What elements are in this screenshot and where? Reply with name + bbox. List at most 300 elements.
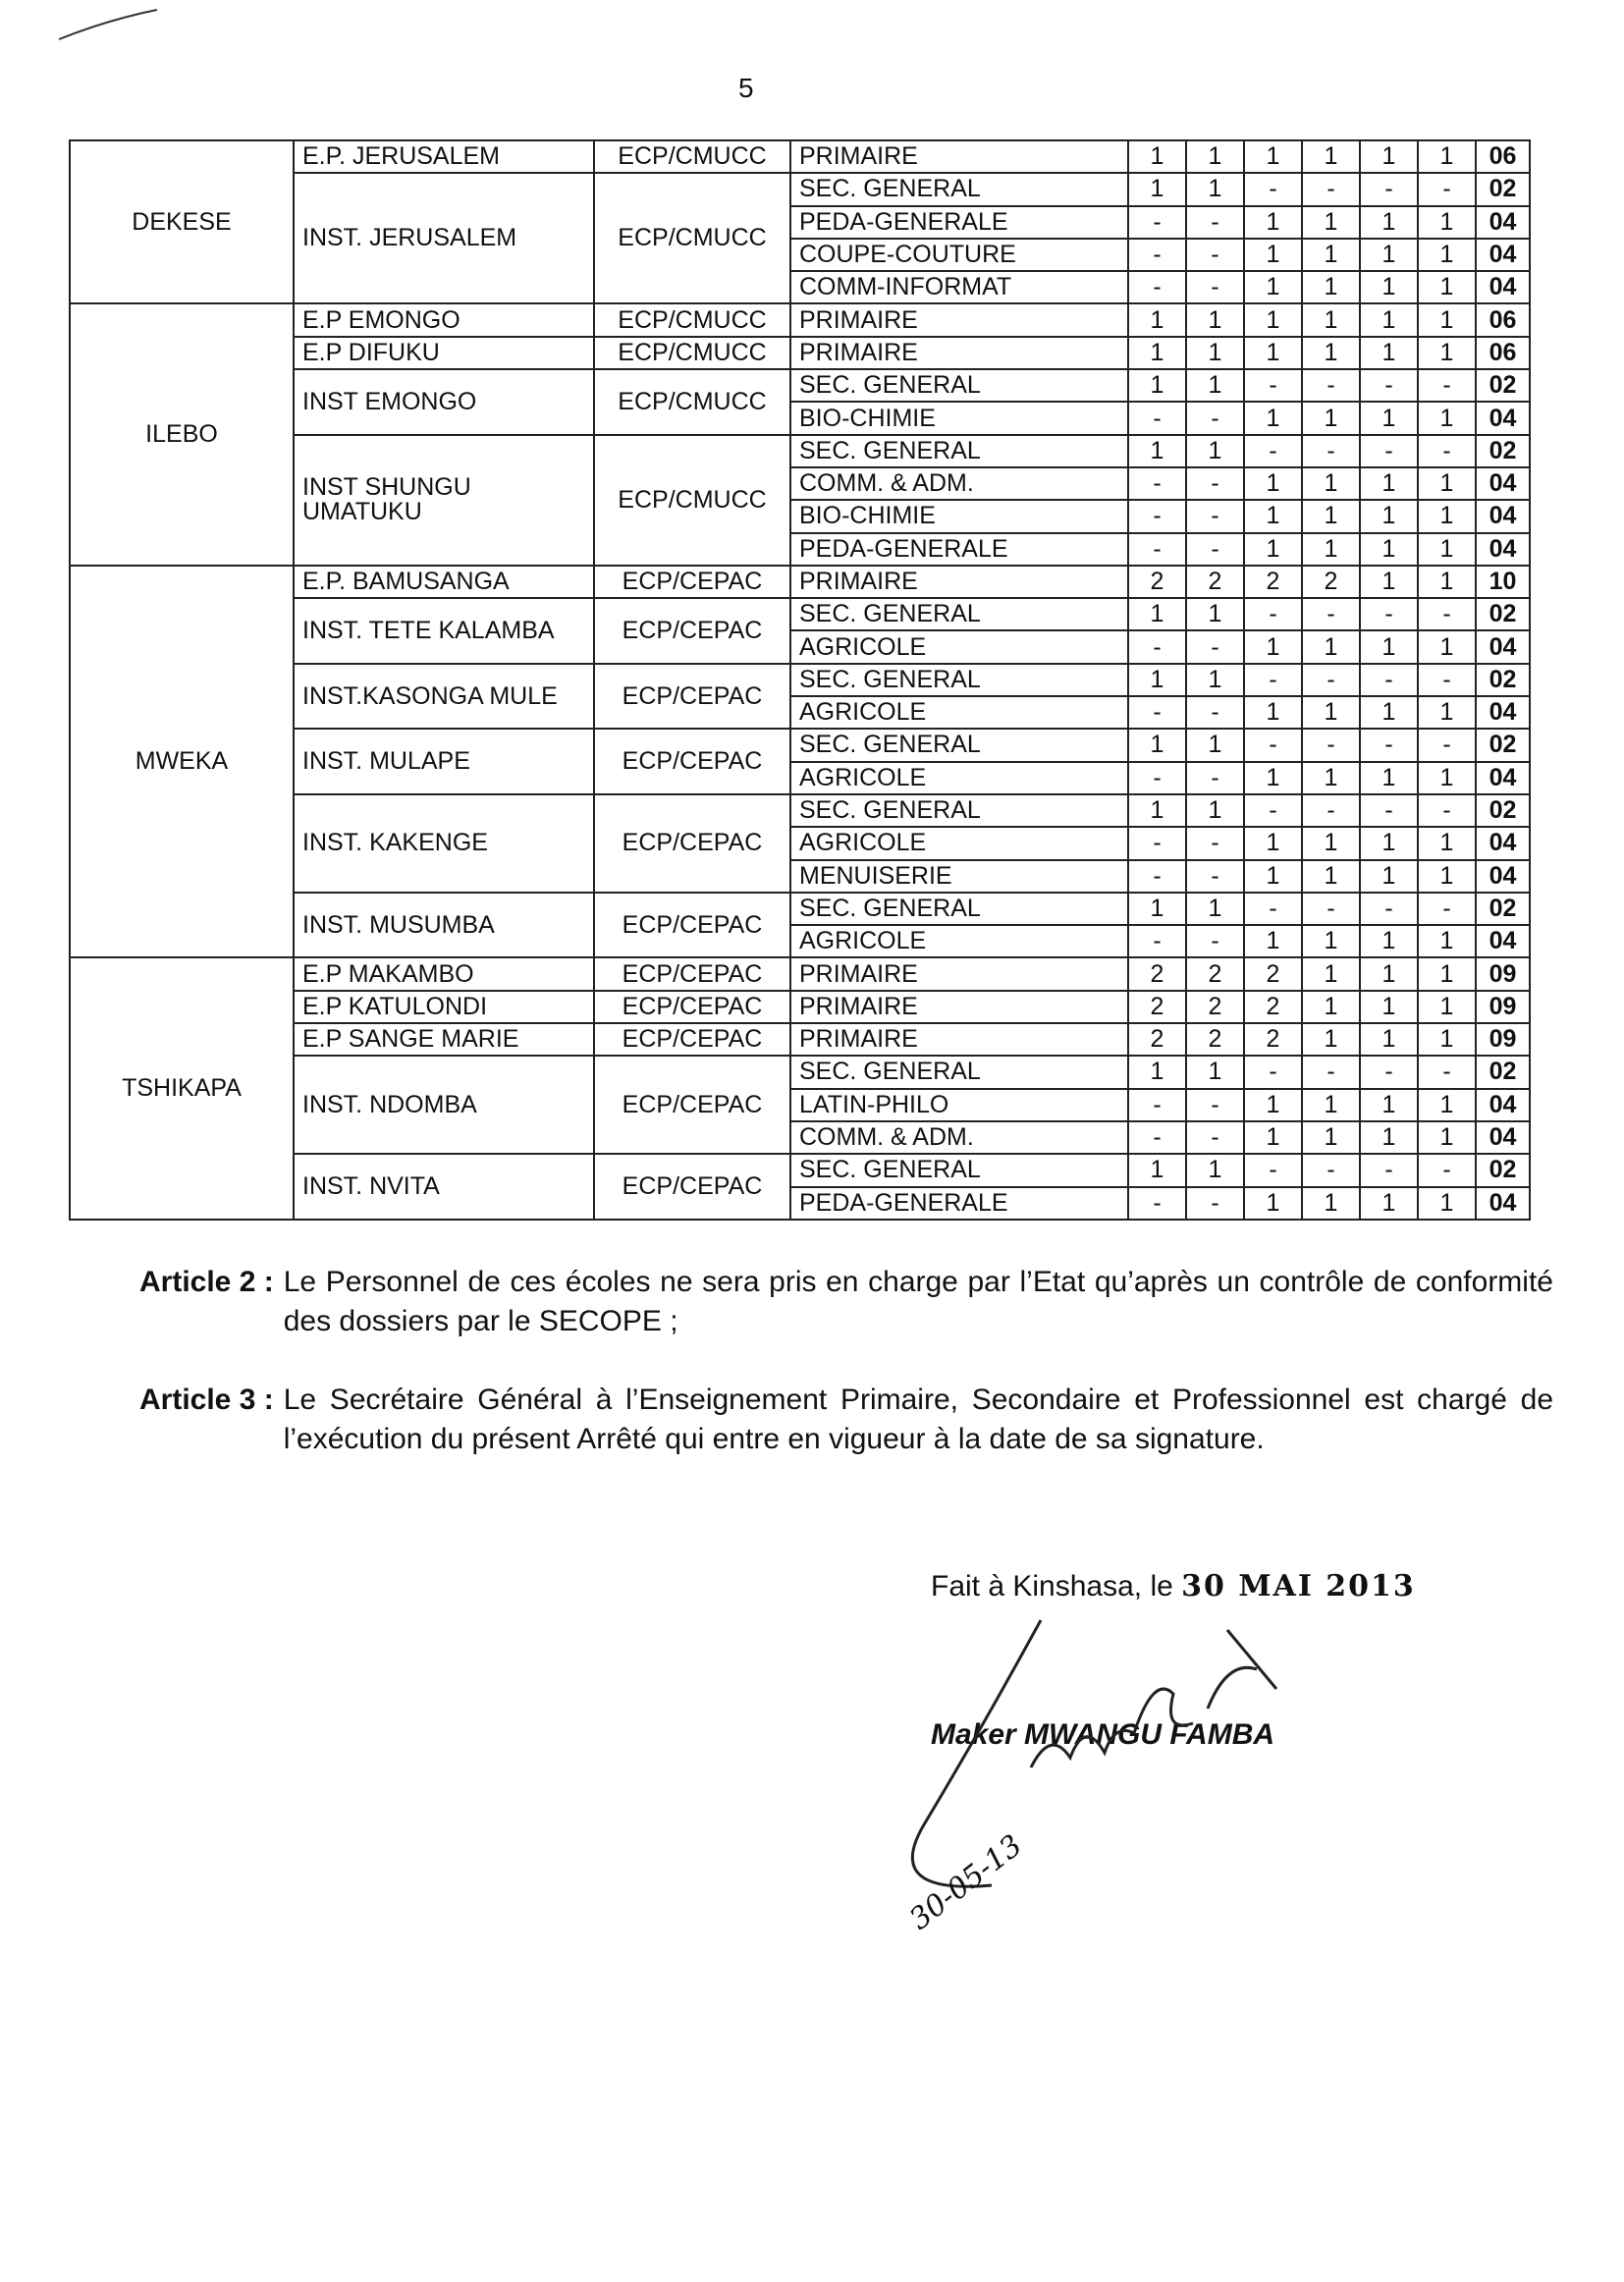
school-cell: INST SHUNGU UMATUKU xyxy=(294,435,594,566)
count-cell: 1 xyxy=(1186,1154,1244,1186)
school-cell: E.P DIFUKU xyxy=(294,337,594,369)
count-cell: 2 xyxy=(1128,566,1186,598)
school-cell: INST. MULAPE xyxy=(294,729,594,794)
count-cell: - xyxy=(1186,402,1244,434)
count-cell: 1 xyxy=(1418,1023,1476,1056)
total-cell: 09 xyxy=(1476,991,1530,1023)
count-cell: 1 xyxy=(1244,140,1302,173)
count-cell: 1 xyxy=(1360,303,1418,336)
section-cell: PRIMAIRE xyxy=(790,1023,1128,1056)
total-cell: 02 xyxy=(1476,598,1530,630)
count-cell: 1 xyxy=(1186,598,1244,630)
count-cell: 1 xyxy=(1186,1056,1244,1088)
count-cell: 1 xyxy=(1302,925,1360,957)
count-cell: 1 xyxy=(1244,239,1302,271)
count-cell: 1 xyxy=(1302,696,1360,729)
count-cell: 1 xyxy=(1186,337,1244,369)
count-cell: 1 xyxy=(1302,630,1360,663)
count-cell: 1 xyxy=(1128,794,1186,827)
count-cell: - xyxy=(1186,239,1244,271)
total-cell: 10 xyxy=(1476,566,1530,598)
section-cell: AGRICOLE xyxy=(790,630,1128,663)
section-cell: SEC. GENERAL xyxy=(790,794,1128,827)
count-cell: - xyxy=(1244,369,1302,402)
count-cell: 1 xyxy=(1360,957,1418,990)
section-cell: PRIMAIRE xyxy=(790,337,1128,369)
count-cell: - xyxy=(1128,1089,1186,1121)
school-cell: INST. NVITA xyxy=(294,1154,594,1220)
count-cell: - xyxy=(1128,860,1186,893)
count-cell: 1 xyxy=(1186,893,1244,925)
convention-cell: ECP/CEPAC xyxy=(594,664,790,730)
section-cell: PEDA-GENERALE xyxy=(790,1187,1128,1220)
school-cell: INST EMONGO xyxy=(294,369,594,435)
count-cell: 1 xyxy=(1418,500,1476,532)
count-cell: 2 xyxy=(1186,991,1244,1023)
count-cell: 1 xyxy=(1418,630,1476,663)
school-cell: INST. TETE KALAMBA xyxy=(294,598,594,664)
count-cell: 1 xyxy=(1360,566,1418,598)
count-cell: 1 xyxy=(1244,696,1302,729)
section-cell: AGRICOLE xyxy=(790,696,1128,729)
count-cell: 1 xyxy=(1244,1187,1302,1220)
count-cell: 2 xyxy=(1186,566,1244,598)
count-cell: - xyxy=(1244,173,1302,205)
count-cell: - xyxy=(1128,239,1186,271)
count-cell: 1 xyxy=(1128,173,1186,205)
count-cell: 1 xyxy=(1360,500,1418,532)
total-cell: 09 xyxy=(1476,1023,1530,1056)
count-cell: 2 xyxy=(1186,1023,1244,1056)
count-cell: 1 xyxy=(1244,337,1302,369)
count-cell: - xyxy=(1244,893,1302,925)
count-cell: 1 xyxy=(1302,303,1360,336)
count-cell: - xyxy=(1244,1056,1302,1088)
count-cell: - xyxy=(1186,827,1244,859)
section-cell: PRIMAIRE xyxy=(790,991,1128,1023)
count-cell: 1 xyxy=(1128,1056,1186,1088)
territory-cell: ILEBO xyxy=(70,303,294,565)
article-label: Article 3 : xyxy=(139,1383,274,1416)
section-cell: AGRICOLE xyxy=(790,762,1128,794)
count-cell: 1 xyxy=(1360,762,1418,794)
count-cell: - xyxy=(1302,1154,1360,1186)
count-cell: 1 xyxy=(1418,762,1476,794)
total-cell: 02 xyxy=(1476,1154,1530,1186)
count-cell: - xyxy=(1302,1056,1360,1088)
territory-cell: DEKESE xyxy=(70,140,294,303)
count-cell: - xyxy=(1186,630,1244,663)
section-cell: PRIMAIRE xyxy=(790,566,1128,598)
count-cell: 1 xyxy=(1418,239,1476,271)
count-cell: 1 xyxy=(1302,991,1360,1023)
count-cell: 1 xyxy=(1302,860,1360,893)
total-cell: 04 xyxy=(1476,860,1530,893)
count-cell: 1 xyxy=(1302,1023,1360,1056)
count-cell: - xyxy=(1186,500,1244,532)
signoff-place: Fait à Kinshasa, le xyxy=(931,1570,1173,1603)
count-cell: - xyxy=(1128,696,1186,729)
count-cell: - xyxy=(1418,729,1476,761)
convention-cell: ECP/CMUCC xyxy=(594,435,790,566)
count-cell: 1 xyxy=(1244,1089,1302,1121)
total-cell: 06 xyxy=(1476,140,1530,173)
count-cell: - xyxy=(1186,860,1244,893)
count-cell: 1 xyxy=(1186,173,1244,205)
count-cell: - xyxy=(1244,435,1302,467)
count-cell: 2 xyxy=(1244,957,1302,990)
total-cell: 04 xyxy=(1476,500,1530,532)
count-cell: 1 xyxy=(1302,1187,1360,1220)
count-cell: 1 xyxy=(1360,206,1418,239)
count-cell: - xyxy=(1418,794,1476,827)
count-cell: 1 xyxy=(1360,402,1418,434)
count-cell: - xyxy=(1360,598,1418,630)
count-cell: 1 xyxy=(1244,271,1302,303)
section-cell: AGRICOLE xyxy=(790,827,1128,859)
count-cell: 1 xyxy=(1128,729,1186,761)
section-cell: SEC. GENERAL xyxy=(790,435,1128,467)
count-cell: 1 xyxy=(1360,337,1418,369)
count-cell: 1 xyxy=(1244,827,1302,859)
count-cell: - xyxy=(1128,762,1186,794)
convention-cell: ECP/CEPAC xyxy=(594,1056,790,1154)
count-cell: - xyxy=(1418,435,1476,467)
section-cell: SEC. GENERAL xyxy=(790,598,1128,630)
section-cell: SEC. GENERAL xyxy=(790,664,1128,696)
count-cell: 1 xyxy=(1360,827,1418,859)
section-cell: PEDA-GENERALE xyxy=(790,206,1128,239)
convention-cell: ECP/CEPAC xyxy=(594,729,790,794)
total-cell: 02 xyxy=(1476,369,1530,402)
convention-cell: ECP/CEPAC xyxy=(594,957,790,990)
count-cell: 1 xyxy=(1128,369,1186,402)
convention-cell: ECP/CEPAC xyxy=(594,566,790,598)
count-cell: 1 xyxy=(1360,1187,1418,1220)
count-cell: 1 xyxy=(1128,140,1186,173)
count-cell: 1 xyxy=(1302,500,1360,532)
section-cell: AGRICOLE xyxy=(790,925,1128,957)
count-cell: - xyxy=(1128,533,1186,566)
territory-cell: MWEKA xyxy=(70,566,294,958)
section-cell: PEDA-GENERALE xyxy=(790,533,1128,566)
count-cell: 1 xyxy=(1244,1121,1302,1154)
count-cell: - xyxy=(1244,1154,1302,1186)
total-cell: 06 xyxy=(1476,303,1530,336)
total-cell: 06 xyxy=(1476,337,1530,369)
count-cell: 1 xyxy=(1418,1187,1476,1220)
count-cell: 1 xyxy=(1418,533,1476,566)
count-cell: 1 xyxy=(1418,303,1476,336)
count-cell: 1 xyxy=(1360,696,1418,729)
count-cell: - xyxy=(1128,271,1186,303)
count-cell: 1 xyxy=(1302,467,1360,500)
count-cell: - xyxy=(1186,1121,1244,1154)
count-cell: 1 xyxy=(1418,271,1476,303)
count-cell: 1 xyxy=(1360,991,1418,1023)
count-cell: - xyxy=(1418,173,1476,205)
count-cell: 1 xyxy=(1186,303,1244,336)
section-cell: COMM. & ADM. xyxy=(790,467,1128,500)
convention-cell: ECP/CMUCC xyxy=(594,303,790,336)
count-cell: 1 xyxy=(1418,696,1476,729)
section-cell: LATIN-PHILO xyxy=(790,1089,1128,1121)
count-cell: 1 xyxy=(1128,303,1186,336)
count-cell: 1 xyxy=(1360,140,1418,173)
section-cell: COMM-INFORMAT xyxy=(790,271,1128,303)
count-cell: - xyxy=(1244,794,1302,827)
count-cell: 1 xyxy=(1302,957,1360,990)
count-cell: 1 xyxy=(1302,239,1360,271)
section-cell: BIO-CHIMIE xyxy=(790,402,1128,434)
section-cell: PRIMAIRE xyxy=(790,303,1128,336)
count-cell: 1 xyxy=(1302,271,1360,303)
total-cell: 02 xyxy=(1476,173,1530,205)
count-cell: 1 xyxy=(1360,925,1418,957)
count-cell: 1 xyxy=(1360,1121,1418,1154)
total-cell: 04 xyxy=(1476,206,1530,239)
count-cell: - xyxy=(1360,173,1418,205)
convention-cell: ECP/CMUCC xyxy=(594,173,790,303)
count-cell: - xyxy=(1360,1056,1418,1088)
count-cell: - xyxy=(1128,630,1186,663)
count-cell: 1 xyxy=(1128,435,1186,467)
count-cell: 1 xyxy=(1128,664,1186,696)
count-cell: 1 xyxy=(1418,827,1476,859)
count-cell: 1 xyxy=(1302,827,1360,859)
count-cell: 1 xyxy=(1302,762,1360,794)
count-cell: 1 xyxy=(1418,467,1476,500)
count-cell: 2 xyxy=(1128,991,1186,1023)
count-cell: 1 xyxy=(1128,1154,1186,1186)
school-cell: E.P. BAMUSANGA xyxy=(294,566,594,598)
count-cell: - xyxy=(1360,664,1418,696)
count-cell: 1 xyxy=(1418,1089,1476,1121)
count-cell: - xyxy=(1418,1154,1476,1186)
date-stamp: 30 MAI 2013 xyxy=(1181,1569,1416,1603)
school-cell: E.P. JERUSALEM xyxy=(294,140,594,173)
count-cell: 1 xyxy=(1244,467,1302,500)
count-cell: - xyxy=(1128,1121,1186,1154)
handwritten-date: 30-05-13 xyxy=(903,1828,1029,1937)
count-cell: - xyxy=(1360,435,1418,467)
count-cell: 2 xyxy=(1128,1023,1186,1056)
count-cell: - xyxy=(1128,925,1186,957)
count-cell: - xyxy=(1186,271,1244,303)
count-cell: 2 xyxy=(1302,566,1360,598)
count-cell: 1 xyxy=(1360,271,1418,303)
count-cell: 1 xyxy=(1360,533,1418,566)
count-cell: - xyxy=(1186,1187,1244,1220)
section-cell: PRIMAIRE xyxy=(790,140,1128,173)
count-cell: 1 xyxy=(1418,566,1476,598)
count-cell: - xyxy=(1418,1056,1476,1088)
count-cell: 1 xyxy=(1302,140,1360,173)
count-cell: - xyxy=(1186,925,1244,957)
count-cell: 2 xyxy=(1244,566,1302,598)
section-cell: BIO-CHIMIE xyxy=(790,500,1128,532)
count-cell: - xyxy=(1418,664,1476,696)
count-cell: 1 xyxy=(1244,206,1302,239)
count-cell: 1 xyxy=(1418,1121,1476,1154)
count-cell: 1 xyxy=(1244,402,1302,434)
count-cell: - xyxy=(1186,533,1244,566)
count-cell: - xyxy=(1128,827,1186,859)
count-cell: - xyxy=(1302,173,1360,205)
count-cell: 1 xyxy=(1360,630,1418,663)
count-cell: 1 xyxy=(1244,500,1302,532)
count-cell: - xyxy=(1418,369,1476,402)
count-cell: 1 xyxy=(1128,337,1186,369)
count-cell: - xyxy=(1302,794,1360,827)
convention-cell: ECP/CEPAC xyxy=(594,991,790,1023)
count-cell: - xyxy=(1360,729,1418,761)
section-cell: SEC. GENERAL xyxy=(790,893,1128,925)
count-cell: 1 xyxy=(1302,1089,1360,1121)
section-cell: SEC. GENERAL xyxy=(790,173,1128,205)
school-cell: E.P MAKAMBO xyxy=(294,957,594,990)
page-number: 5 xyxy=(738,73,754,103)
count-cell: - xyxy=(1302,598,1360,630)
count-cell: 1 xyxy=(1418,140,1476,173)
count-cell: 1 xyxy=(1360,1023,1418,1056)
count-cell: - xyxy=(1128,467,1186,500)
count-cell: - xyxy=(1128,500,1186,532)
count-cell: 1 xyxy=(1302,1121,1360,1154)
count-cell: 1 xyxy=(1244,303,1302,336)
section-cell: MENUISERIE xyxy=(790,860,1128,893)
total-cell: 04 xyxy=(1476,1089,1530,1121)
count-cell: - xyxy=(1302,729,1360,761)
count-cell: 1 xyxy=(1418,337,1476,369)
count-cell: 1 xyxy=(1418,991,1476,1023)
school-cell: INST. NDOMBA xyxy=(294,1056,594,1154)
total-cell: 04 xyxy=(1476,271,1530,303)
count-cell: - xyxy=(1186,467,1244,500)
count-cell: 1 xyxy=(1418,402,1476,434)
count-cell: 1 xyxy=(1360,1089,1418,1121)
count-cell: - xyxy=(1128,1187,1186,1220)
count-cell: - xyxy=(1418,893,1476,925)
count-cell: - xyxy=(1128,402,1186,434)
count-cell: 1 xyxy=(1186,794,1244,827)
article-text: Le Personnel de ces écoles ne sera pris en charge par l’Etat qu’après un contrôle de conformité des dossiers par le SECOPE ; xyxy=(283,1266,1553,1337)
count-cell: 2 xyxy=(1244,991,1302,1023)
count-cell: 1 xyxy=(1244,533,1302,566)
count-cell: 1 xyxy=(1244,860,1302,893)
count-cell: - xyxy=(1418,598,1476,630)
count-cell: 1 xyxy=(1302,206,1360,239)
count-cell: - xyxy=(1302,369,1360,402)
count-cell: 1 xyxy=(1360,860,1418,893)
total-cell: 02 xyxy=(1476,1056,1530,1088)
total-cell: 02 xyxy=(1476,729,1530,761)
count-cell: 1 xyxy=(1244,762,1302,794)
count-cell: 1 xyxy=(1186,664,1244,696)
signatory-name: Maker MWANGU FAMBA xyxy=(931,1718,1275,1751)
count-cell: - xyxy=(1302,435,1360,467)
total-cell: 04 xyxy=(1476,762,1530,794)
total-cell: 04 xyxy=(1476,827,1530,859)
count-cell: - xyxy=(1244,729,1302,761)
count-cell: - xyxy=(1186,762,1244,794)
article-label: Article 2 : xyxy=(139,1266,274,1298)
section-cell: COMM. & ADM. xyxy=(790,1121,1128,1154)
count-cell: 1 xyxy=(1418,206,1476,239)
count-cell: 1 xyxy=(1302,402,1360,434)
count-cell: - xyxy=(1244,598,1302,630)
school-cell: INST. MUSUMBA xyxy=(294,893,594,958)
count-cell: - xyxy=(1360,893,1418,925)
count-cell: 1 xyxy=(1418,860,1476,893)
count-cell: - xyxy=(1128,206,1186,239)
total-cell: 02 xyxy=(1476,893,1530,925)
convention-cell: ECP/CEPAC xyxy=(594,1023,790,1056)
count-cell: - xyxy=(1186,1089,1244,1121)
total-cell: 04 xyxy=(1476,402,1530,434)
count-cell: 1 xyxy=(1186,435,1244,467)
school-cell: E.P EMONGO xyxy=(294,303,594,336)
section-cell: SEC. GENERAL xyxy=(790,1154,1128,1186)
total-cell: 02 xyxy=(1476,794,1530,827)
count-cell: 1 xyxy=(1360,239,1418,271)
total-cell: 02 xyxy=(1476,435,1530,467)
section-cell: PRIMAIRE xyxy=(790,957,1128,990)
convention-cell: ECP/CEPAC xyxy=(594,598,790,664)
section-cell: SEC. GENERAL xyxy=(790,729,1128,761)
total-cell: 04 xyxy=(1476,925,1530,957)
school-cell: INST. JERUSALEM xyxy=(294,173,594,303)
count-cell: 1 xyxy=(1186,140,1244,173)
territory-cell: TSHIKAPA xyxy=(70,957,294,1219)
total-cell: 04 xyxy=(1476,467,1530,500)
count-cell: 2 xyxy=(1244,1023,1302,1056)
convention-cell: ECP/CEPAC xyxy=(594,893,790,958)
count-cell: 1 xyxy=(1418,925,1476,957)
count-cell: 2 xyxy=(1128,957,1186,990)
count-cell: - xyxy=(1360,1154,1418,1186)
convention-cell: ECP/CMUCC xyxy=(594,369,790,435)
count-cell: 1 xyxy=(1418,957,1476,990)
count-cell: 1 xyxy=(1244,630,1302,663)
count-cell: - xyxy=(1360,369,1418,402)
count-cell: - xyxy=(1186,696,1244,729)
count-cell: 1 xyxy=(1244,925,1302,957)
total-cell: 02 xyxy=(1476,664,1530,696)
article-text: Le Secrétaire Général à l’Enseignement Primaire, Secondaire et Professionnel est chargé de l’exécution du présent Arrêté qui entre en vigueur à la date de sa signature. xyxy=(283,1383,1553,1455)
school-cell: INST.KASONGA MULE xyxy=(294,664,594,730)
total-cell: 09 xyxy=(1476,957,1530,990)
convention-cell: ECP/CMUCC xyxy=(594,337,790,369)
total-cell: 04 xyxy=(1476,696,1530,729)
count-cell: 1 xyxy=(1128,598,1186,630)
total-cell: 04 xyxy=(1476,533,1530,566)
total-cell: 04 xyxy=(1476,1121,1530,1154)
section-cell: SEC. GENERAL xyxy=(790,369,1128,402)
count-cell: - xyxy=(1302,893,1360,925)
count-cell: 1 xyxy=(1186,729,1244,761)
total-cell: 04 xyxy=(1476,239,1530,271)
total-cell: 04 xyxy=(1476,630,1530,663)
convention-cell: ECP/CEPAC xyxy=(594,1154,790,1220)
count-cell: - xyxy=(1302,664,1360,696)
school-cell: E.P KATULONDI xyxy=(294,991,594,1023)
convention-cell: ECP/CMUCC xyxy=(594,140,790,173)
section-cell: COUPE-COUTURE xyxy=(790,239,1128,271)
total-cell: 04 xyxy=(1476,1187,1530,1220)
count-cell: - xyxy=(1186,206,1244,239)
section-cell: SEC. GENERAL xyxy=(790,1056,1128,1088)
